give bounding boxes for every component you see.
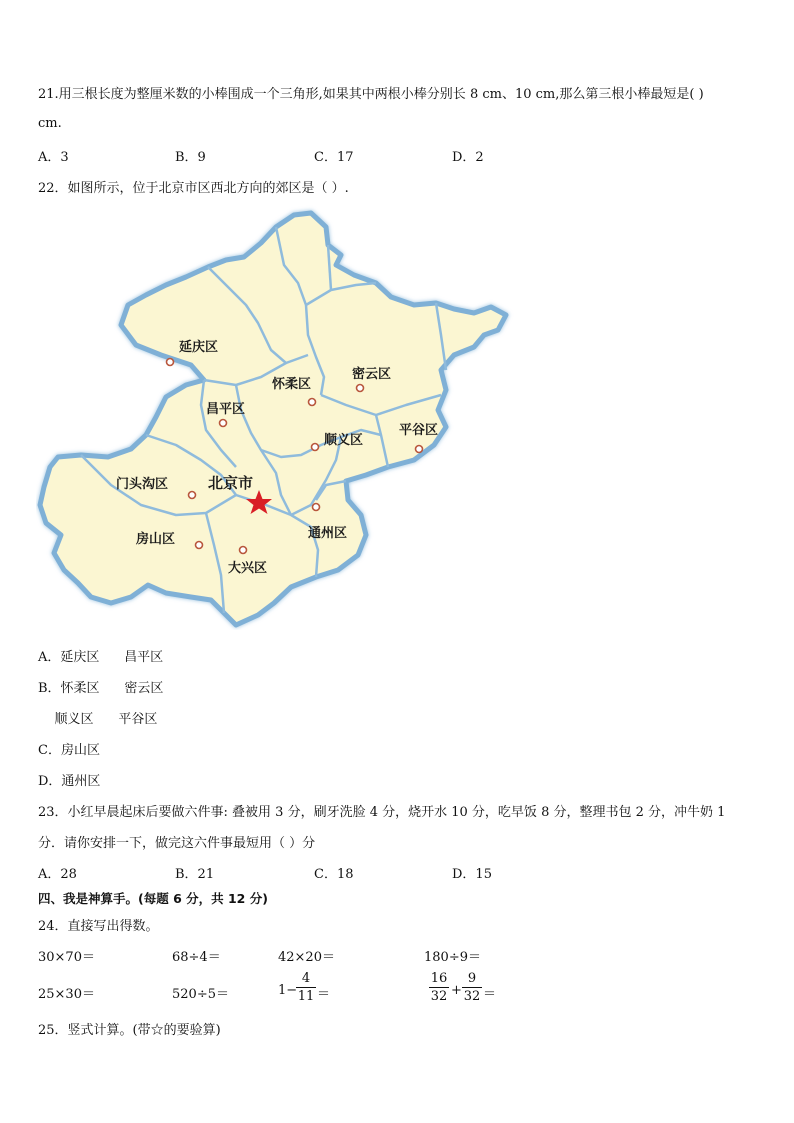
dot-fangshan bbox=[196, 542, 203, 549]
q24-item-6: 520÷5＝ bbox=[172, 987, 229, 1002]
q23-option-c[interactable]: C．18 bbox=[314, 867, 354, 882]
q25-stem: 25．竖式计算。(带☆的要验算) bbox=[38, 1023, 221, 1038]
label-shunyi: 顺义区 bbox=[324, 433, 364, 448]
map-outline bbox=[40, 213, 506, 625]
label-tongzhou: 通州区 bbox=[308, 526, 348, 541]
q23-line2: 分．请你安排一下，做完这六件事最短用（ ）分 bbox=[38, 836, 316, 851]
q21-option-a[interactable]: A．3 bbox=[38, 150, 69, 165]
dot-tongzhou bbox=[313, 504, 320, 511]
fraction-9-32: 9 32 bbox=[463, 971, 481, 1004]
label-mentougou: 门头沟区 bbox=[116, 477, 169, 492]
beijing-district-map bbox=[36, 205, 516, 630]
label-yanqing: 延庆区 bbox=[179, 340, 219, 355]
label-pinggu: 平谷区 bbox=[399, 423, 439, 438]
dot-pinggu bbox=[416, 446, 423, 453]
q24-item-5: 25×30＝ bbox=[38, 987, 95, 1002]
dot-changping bbox=[220, 420, 227, 427]
label-daxing: 大兴区 bbox=[228, 561, 268, 576]
q21-line1: 21.用三根长度为整厘米数的小棒围成一个三角形,如果其中两根小棒分别长 8 cm、10 cm,那么第三根小棒最短是( ) bbox=[38, 87, 704, 102]
label-beijing-city: 北京市 bbox=[208, 474, 254, 492]
expr-equals: ＝ bbox=[317, 987, 331, 1002]
fraction-16-32: 16 32 bbox=[430, 971, 448, 1004]
expr-equals-2: ＝ bbox=[483, 987, 497, 1002]
q22-option-c[interactable]: C．房山区 bbox=[38, 743, 100, 758]
q24-item-4: 180÷9＝ bbox=[424, 950, 481, 965]
label-fangshan: 房山区 bbox=[136, 532, 176, 547]
q21-option-c[interactable]: C．17 bbox=[314, 150, 354, 165]
q22-option-d[interactable]: D．通州区 bbox=[38, 774, 101, 789]
fraction-4-11: 4 11 bbox=[297, 971, 315, 1004]
label-changping: 昌平区 bbox=[206, 402, 246, 417]
q23-line1: 23．小红早晨起床后要做六件事: 叠被用 3 分，刷牙洗脸 4 分，烧开水 10 分，吃早饭 8 分，整理书包 2 分，冲牛奶 1 bbox=[38, 805, 726, 820]
dot-shunyi bbox=[312, 444, 319, 451]
q23-option-b[interactable]: B．21 bbox=[175, 867, 215, 882]
q21-line2: cm. bbox=[38, 116, 62, 131]
q22-option-b-cont: 顺义区 平谷区 bbox=[38, 712, 158, 727]
q23-option-a[interactable]: A．28 bbox=[38, 867, 77, 882]
q21-option-b[interactable]: B．9 bbox=[175, 150, 206, 165]
section-4-heading: 四、我是神算手。(每题 6 分，共 12 分) bbox=[38, 891, 268, 906]
q24-item-1: 30×70＝ bbox=[38, 950, 95, 965]
q22-option-b[interactable]: B．怀柔区 密云区 bbox=[38, 681, 164, 696]
q22-stem: 22．如图所示，位于北京市区西北方向的郊区是（ ）. bbox=[38, 181, 349, 196]
expr-lead: 1− bbox=[278, 983, 298, 998]
q22-option-a[interactable]: A．延庆区 昌平区 bbox=[38, 650, 164, 665]
dot-mentougou bbox=[189, 492, 196, 499]
q21-option-d[interactable]: D．2 bbox=[452, 150, 484, 165]
expr-plus: + bbox=[451, 983, 462, 998]
dot-huairou bbox=[309, 399, 316, 406]
dot-yanqing bbox=[167, 359, 174, 366]
q24-stem: 24．直接写出得数。 bbox=[38, 919, 159, 934]
label-miyun: 密云区 bbox=[352, 367, 392, 382]
label-huairou: 怀柔区 bbox=[272, 377, 312, 392]
q23-option-d[interactable]: D．15 bbox=[452, 867, 492, 882]
q24-item-3: 42×20＝ bbox=[278, 950, 335, 965]
q24-item-2: 68÷4＝ bbox=[172, 950, 221, 965]
dot-miyun bbox=[357, 385, 364, 392]
dot-daxing bbox=[240, 547, 247, 554]
